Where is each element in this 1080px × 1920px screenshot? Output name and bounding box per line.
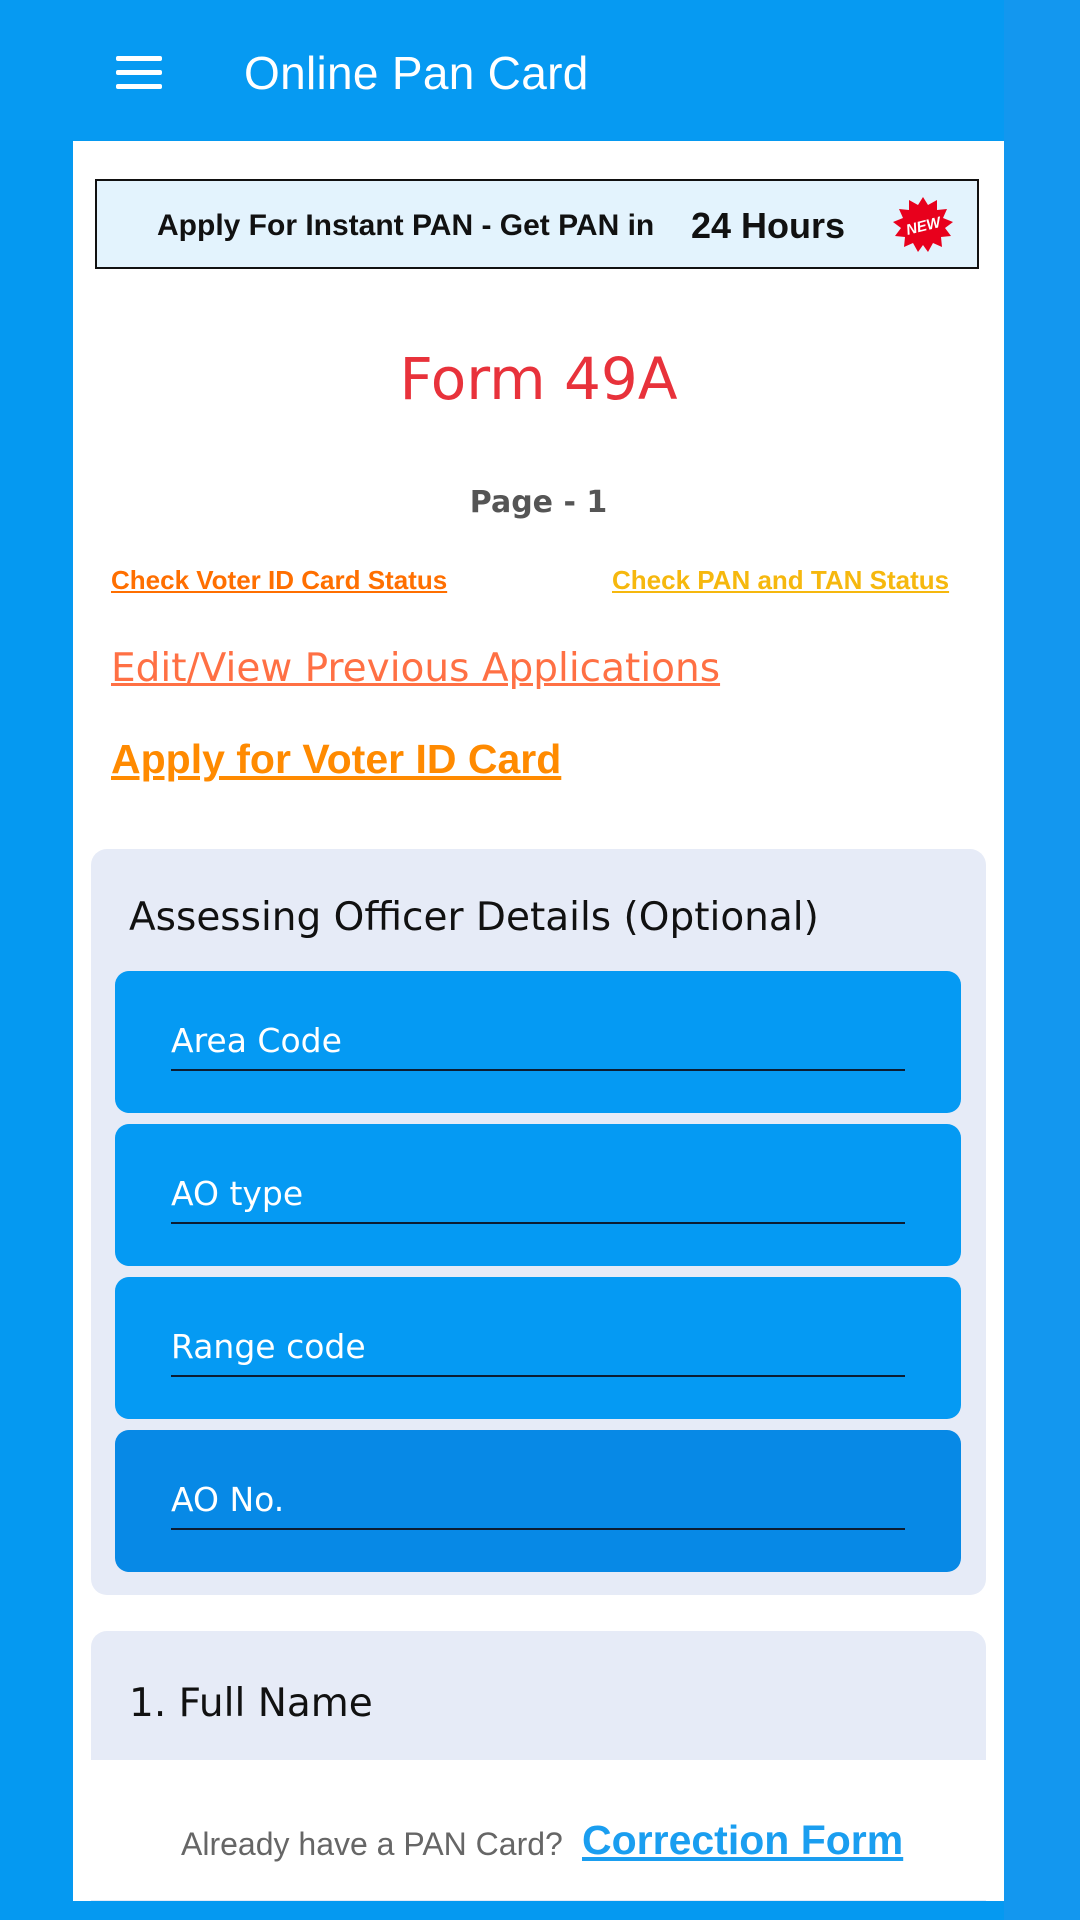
- range-code-field[interactable]: [115, 1277, 961, 1419]
- check-pan-tan-status-link[interactable]: Check PAN and TAN Status: [612, 565, 950, 595]
- new-badge-icon: [891, 197, 955, 253]
- ao-number-input[interactable]: [171, 1470, 905, 1530]
- banner-highlight: 24 Hours: [691, 205, 846, 246]
- form-title: Form 49A: [399, 345, 678, 413]
- assessing-officer-section: [91, 849, 986, 1595]
- correction-form-link[interactable]: Correction Form: [582, 1817, 904, 1863]
- hamburger-menu-icon[interactable]: [116, 56, 162, 90]
- app-title: Online Pan Card: [244, 47, 589, 99]
- ao-number-field[interactable]: [115, 1430, 961, 1572]
- edit-view-applications-link[interactable]: Edit/View Previous Applications: [111, 646, 721, 691]
- ao-type-input[interactable]: [171, 1164, 905, 1224]
- ao-type-field[interactable]: [115, 1124, 961, 1266]
- area-code-input[interactable]: [171, 1011, 905, 1071]
- app-toolbar: [0, 0, 1004, 140]
- instant-pan-banner[interactable]: [95, 179, 979, 269]
- check-voter-status-link[interactable]: Check Voter ID Card Status: [111, 565, 448, 595]
- section-title: Assessing Officer Details (Optional): [129, 895, 819, 940]
- banner-text: Apply For Instant PAN - Get PAN in: [157, 209, 655, 242]
- footer-prompt: Already have a PAN Card?: [181, 1826, 563, 1862]
- new-badge-label: NEW: [904, 213, 943, 239]
- section-title: 1. Full Name: [129, 1681, 373, 1726]
- side-strip: [1004, 0, 1080, 1920]
- apply-voter-id-link[interactable]: Apply for Voter ID Card: [111, 736, 562, 782]
- main-content: [73, 141, 1004, 1901]
- area-code-field[interactable]: [115, 971, 961, 1113]
- page-indicator: Page - 1: [469, 485, 608, 520]
- range-code-input[interactable]: [171, 1317, 905, 1377]
